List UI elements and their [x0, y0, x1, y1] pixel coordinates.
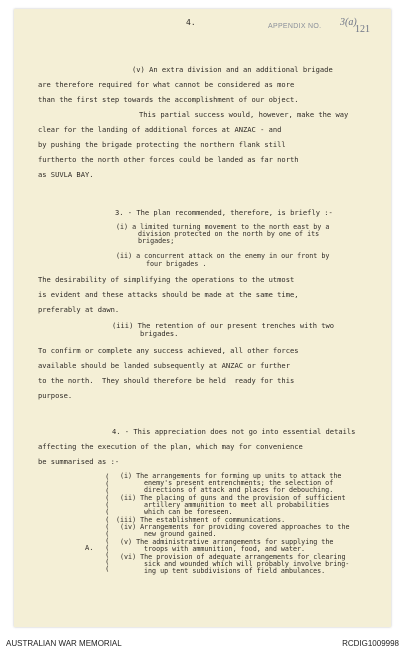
text-line: be summarised as :-: [38, 457, 120, 466]
list-item: ing up tent subdivisions of field ambulances.: [144, 567, 326, 575]
list-item: sick and wounded which will probably involve bring-: [144, 560, 350, 568]
list-item: division protected on the north by one of its: [138, 230, 320, 238]
list-item: which can be foreseen.: [144, 508, 233, 516]
list-a-marker: A.: [85, 543, 94, 552]
text-line: furtherto the north other forces could be landed as far north: [38, 155, 299, 164]
text-line: is evident and these attacks should be made at the same time,: [38, 290, 299, 299]
appendix-stamp-label: APPENDIX NO.: [268, 23, 322, 30]
list-item: brigades.: [140, 329, 179, 338]
list-item: (i) The arrangements for forming up units to attack the: [120, 472, 342, 480]
text-line: than the first step towards the accomplishment of our object.: [38, 95, 299, 104]
list-item: four brigades .: [146, 260, 207, 268]
section-3-heading: 3. - The plan recommended, therefore, is briefly :-: [115, 208, 333, 217]
list-brace: ( ( ( ( ( ( ( ( ( ( ( ( ( (: [105, 472, 110, 574]
list-item: (iii) The retention of our present trenches with two: [112, 321, 335, 330]
footer-institution: AUSTRALIAN WAR MEMORIAL: [6, 639, 122, 648]
footer-record-id: RCDIG1009998: [342, 639, 399, 648]
list-item: enemy's present entrenchments; the selection of: [144, 479, 334, 487]
text-line: (v) An extra division and an additional brigade: [132, 65, 333, 74]
list-item: (iii) The establishment of communications.: [116, 516, 286, 524]
list-item: (vi) The provision of adequate arrangements for clearing: [120, 553, 346, 561]
section-4-heading: 4. - This appreciation does not go into essential details: [112, 427, 356, 436]
text-line: This partial success would, however, make the way: [139, 110, 349, 119]
list-item: brigades;: [138, 237, 175, 245]
list-item: (ii) a concurrent attack on the enemy in our front by: [116, 252, 330, 260]
folio-number: 121: [355, 24, 370, 35]
page-number: 4.: [186, 18, 196, 27]
text-line: to the north. They should therefore be held ready for this: [38, 376, 295, 385]
text-line: as SUVLA BAY.: [38, 170, 94, 179]
text-line: The desirability of simplifying the operations to the utmost: [38, 275, 295, 284]
text-line: purpose.: [38, 391, 73, 400]
text-line: clear for the landing of additional forces at ANZAC - and: [38, 125, 282, 134]
list-item: artillery ammunition to meet all probabilities: [144, 501, 330, 509]
list-item: (v) The administrative arrangements for supplying the: [120, 538, 334, 546]
text-line: preferably at dawn.: [38, 305, 120, 314]
list-item: troops with ammunition, food, and water.: [144, 545, 306, 553]
list-item: new ground gained.: [144, 530, 217, 538]
text-line: by pushing the brigade protecting the northern flank still: [38, 140, 286, 149]
document-page: [14, 9, 391, 627]
text-line: To confirm or complete any success achieved, all other forces: [38, 346, 299, 355]
list-item: (i) a limited turning movement to the north east by a: [116, 223, 330, 231]
list-item: (iv) Arrangements for providing covered approaches to the: [120, 523, 350, 531]
list-item: (ii) The placing of guns and the provision of sufficient: [120, 494, 346, 502]
text-line: are therefore required for what cannot be considered as more: [38, 80, 295, 89]
text-line: available should be landed subsequently at ANZAC or further: [38, 361, 290, 370]
list-item: directions of attack and places for debouching.: [144, 486, 334, 494]
text-line: affecting the execution of the plan, which may for convenience: [38, 442, 303, 451]
appendix-stamp-number: 3(a): [340, 17, 357, 28]
